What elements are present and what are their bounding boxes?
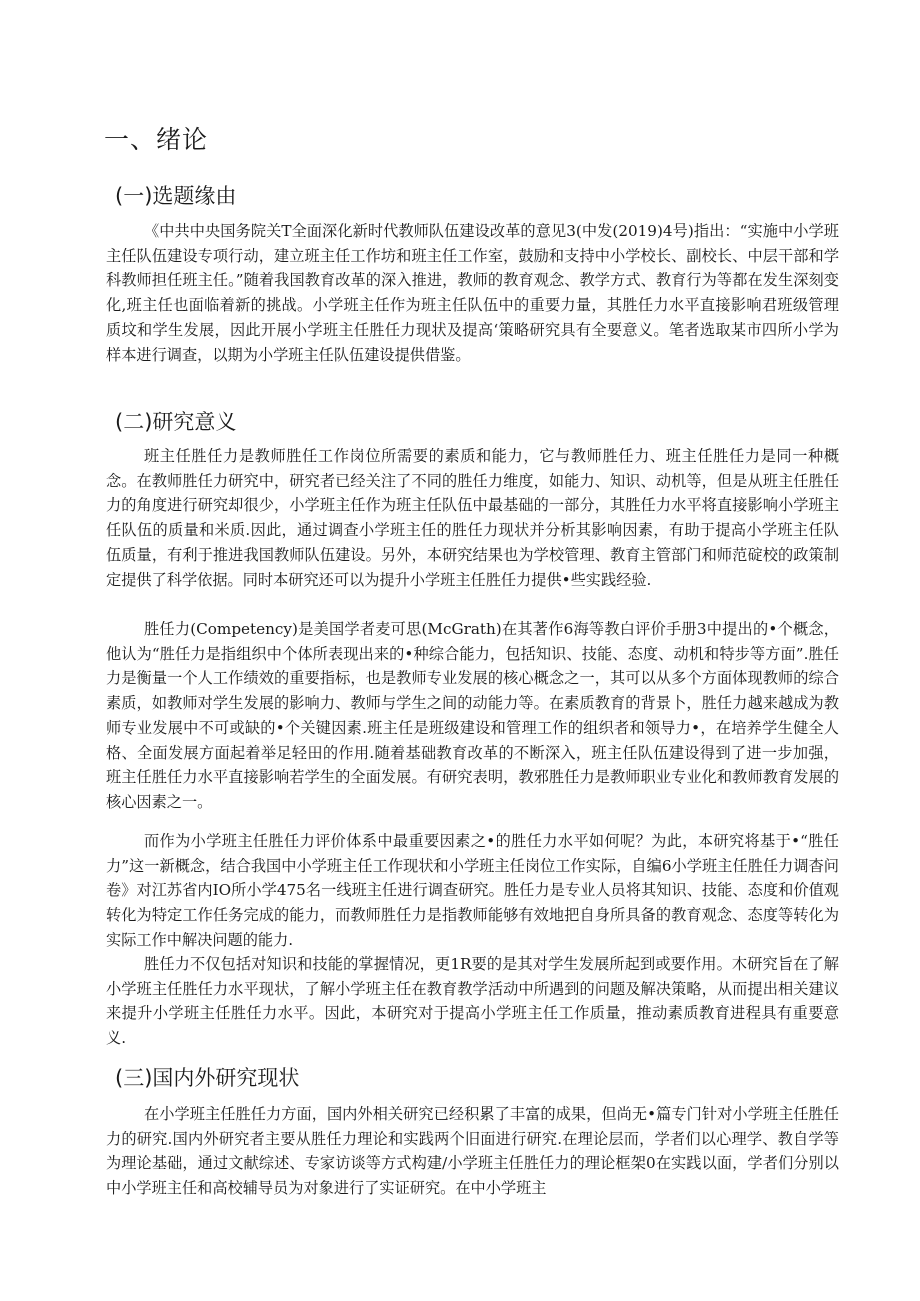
- paragraph-1-1: 《中共中央国务院关T全面深化新时代教师队伍建设改革的意见3(中发(2019)4号)指出：“实施中小学班主任队伍建设专项行动，建立班主任工作坊和班主任工作室，鼓励和支持中小学校长、副校长、中层干部和学科教师担任班主任。”随着我国教育改革的深入推进，教师的教育观念、教学方式、教育行为等都在发生深刻变化,班主任也面临着新的挑战。小学班主任作为班主任队伍中的重要力量，其胜任力水平直接影响君班级管理质坟和学生发展，因此开展小学班主任胜任力现状及提高‘策略研究具有全要意义。笔者选取某市四所小学为样本进行调查，以期为小学班主任队伍建设提供借鉴。: [106, 222, 839, 364]
- paragraph-2-4: 胜任力不仅包括对知识和技能的掌握情况，更1R要的是其对学生发展所起到或要作用。木研究旨在了解小学班主任胜任力水平现状，了解小学班主任在教育教学活动中所遇到的问题及解决策略，从而提出相关建议来提升小学班主任胜任力水平。因此，本研究对于提高小学班主任工作质量，推动素质教育进程具有重要意义.: [106, 955, 839, 1048]
- paragraph-2-3: 而作为小学班主任胜任力评价体系中最重要因素之•的胜任力水平如何呢？为此，本研究将基于•“胜任力”这一新概念，结合我国中小学班主任工作现状和小学班主任岗位工作实际，自编6小学班主任胜任力调杳问卷》对江苏省内IO所小学475名一线班主任进行调查研究。胜任力是专业人员将其知识、技能、态度和价值观转化为特定工作任务完成的能力，而教师胜任力是指教师能够有效地把自身所具备的教育观念、态度等转化为实际工作中解决问题的能力.: [106, 832, 839, 949]
- section-heading-3: (三)国内外研究现状: [115, 1066, 300, 1090]
- section-heading-2: (二)研究意义: [115, 410, 237, 434]
- section-heading-1: (一)选题缘由: [115, 184, 237, 208]
- paragraph-3-1: 在小学班主任胜任力方面，国内外相关研究已经积累了丰富的成果，但尚无•篇专门针对小学班主任胜任力的研究.国内外研究者主要从胜任力理论和实践两个旧面进行研究.在理论层而，学者们以心理学、教自学等为理论基础，通过文献综述、专家访谈等方式构建/小学班主任胜任力的理论框架0在实践以面，学者们分别以中小学班主任和高校辅导员为对象进行了实证研究。在中小学班主: [106, 1105, 839, 1198]
- paragraph-2-2: 胜任力(Competency)是美国学者麦可思(McGrath)在其著作6海等教白评价手册3中提出的•个概念，他认为“胜任力是指组织中个体所表现出来的•种综合能力，包括知识、技能、态度、动机和特步等方面”.胜任力是衡量一个人工作绩效的重要指标，也是教师专业发展的核心概念之一，其可以从多个方面体现教师的综合素质，如教师对学生发展的影响力、教师与学生之间的动能力等。在素质教育的背景卜，胜任力越来越成为教师专业发展中不可或缺的•个关键因素.班主任是班级建设和管理工作的组织者和领导力•，在培养学生健全人格、全面发展方面起着举足轻田的作用.随着基础教育改革的不断深入，班主任队伍建设得到了进一步加强，班主任胜任力水平直接影响若学生的全面发展。有研究表明，教邪胜任力是教师职业专业化和教师教育发展的核心因素之一。: [106, 620, 839, 811]
- paragraph-2-1: 班主任胜任力是教师胜任工作岗位所需要的素质和能力，它与教师胜任力、班主任胜任力是同一种概念。在教师胜任力研究中，研究者已经关注了不同的胜任力维度，如能力、知识、动机等，但是从班主任胜任力的角度进行研究却很少，小学班主任作为班主任队伍中最基础的一部分，其胜任力水平将直接影响小学班主任队伍的质量和米质.因此，通过调查小学班主任的胜任力现状并分析其影响因素，有助于提高小学班主任队伍质量，有利于推进我国教师队伍建设。另外，本研究结果也为学校管理、教育主管部门和师范碇校的政策制定提供了科学依据。同时本研究还可以为提升小学班主任胜任力提供•些实践经验.: [106, 447, 839, 589]
- chapter-heading: 一、绪论: [104, 125, 209, 154]
